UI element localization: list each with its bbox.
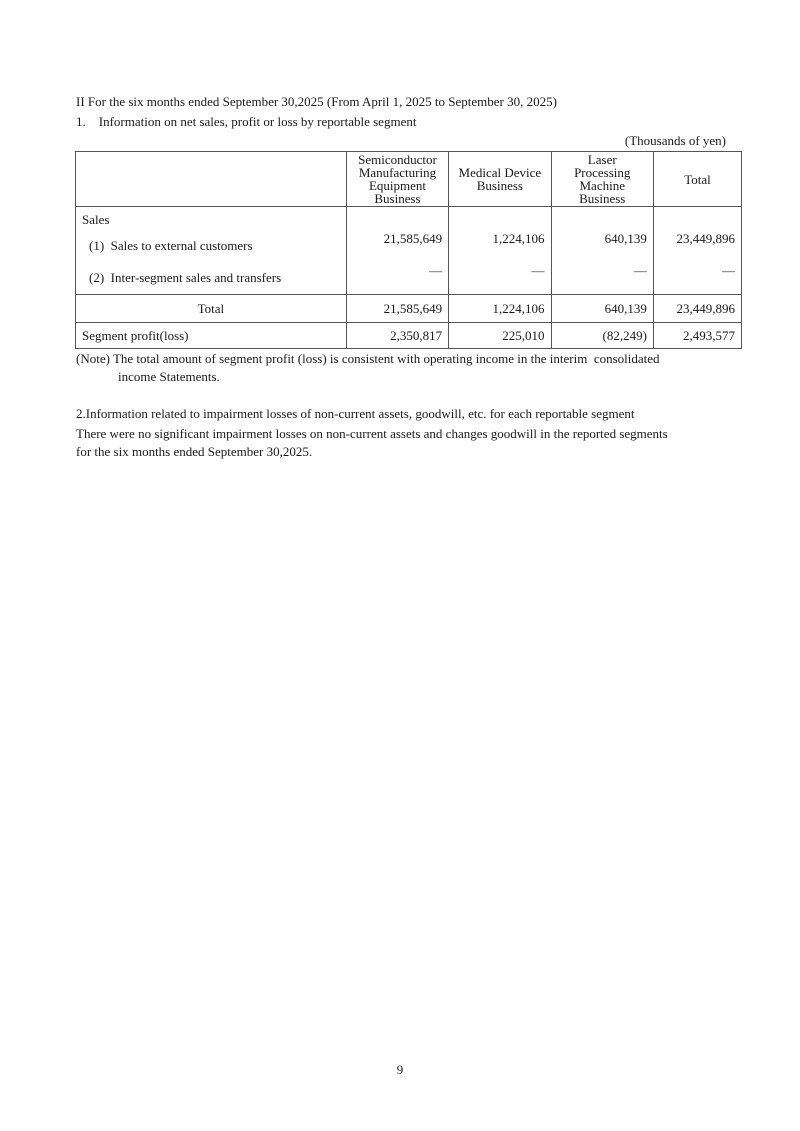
unit-note: (Thousands of yen) (624, 133, 726, 148)
cell-laser-sales: 640,139 — (551, 207, 653, 295)
row-label-total: Total (76, 295, 347, 323)
cell: 225,010 (449, 323, 551, 349)
cell-medical-sales: 1,224,106 — (449, 207, 551, 295)
sales-label: Sales (82, 212, 110, 227)
section-heading: II For the six months ended September 30,2025 (From April 1, 2025 to September 30, 2025) (76, 94, 557, 109)
sales-label-cell (76, 207, 347, 295)
header-semiconductor: Semiconductor Manufacturing Equipment Business (346, 152, 448, 207)
cell: (82,249) (551, 323, 653, 349)
header-total: Total (653, 152, 741, 207)
segment-table (75, 151, 742, 349)
cell-semiconductor-sales: 21,585,649 — (346, 207, 448, 295)
section2-text-line-1: There were no significant impairment losses on non-current assets and changes goodwill in the reported segments (76, 426, 668, 441)
cell: 1,224,106 (449, 295, 551, 323)
header-medical-device: Medical Device Business (449, 152, 551, 207)
header-laser-processing: Laser Processing Machine Business (551, 152, 653, 207)
cell-total-sales: 23,449,896 — (653, 207, 741, 295)
cell: 2,493,577 (653, 323, 741, 349)
table-header-row (76, 152, 742, 207)
table-row-total (76, 295, 742, 323)
section1-title: 1. Information on net sales, profit or loss by reportable segment (76, 114, 417, 129)
table-row-sales (76, 207, 742, 295)
header-blank (76, 152, 347, 207)
section2-text-line-2: for the six months ended September 30,2025. (76, 444, 313, 459)
table-row-segment-profit (76, 323, 742, 349)
page-number: 9 (396, 1062, 404, 1077)
note-line-1: (Note) The total amount of segment profit (loss) is consistent with operating income in the interim consolidated (76, 351, 660, 366)
cell: 640,139 (551, 295, 653, 323)
row-label-intersegment: (2) Inter-segment sales and transfers (89, 270, 282, 285)
cell: 21,585,649 (346, 295, 448, 323)
note-line-2: income Statements. (118, 369, 220, 384)
row-label-external: (1) Sales to external customers (89, 238, 253, 253)
cell: 23,449,896 (653, 295, 741, 323)
section2-title: 2.Information related to impairment losses of non-current assets, goodwill, etc. for each reportable segment (76, 406, 635, 421)
cell: 2,350,817 (346, 323, 448, 349)
row-label-segment-profit: Segment profit(loss) (76, 323, 347, 349)
